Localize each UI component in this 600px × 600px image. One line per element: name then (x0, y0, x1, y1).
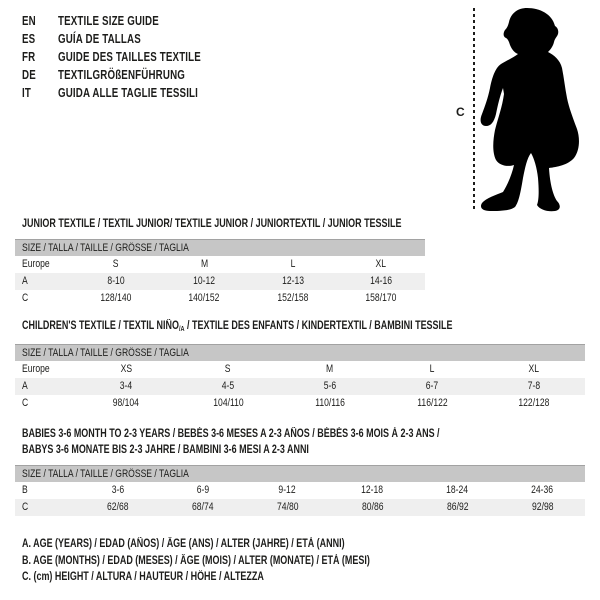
row-label (15, 482, 75, 499)
table-cell-text: 9-12 (278, 484, 297, 496)
section-title (22, 318, 585, 337)
language-label (58, 12, 187, 30)
table-cell (75, 499, 160, 516)
table-cell (337, 256, 425, 273)
table-cell-text: L (429, 362, 435, 375)
table-cell-text: XL (528, 362, 540, 375)
row-label-text: C (22, 396, 29, 409)
table-rows (15, 256, 425, 307)
section-title-text: JUNIOR TEXTILE / TEXTIL JUNIOR/ TEXTILE JUNIOR / JUNIORTEXTIL / JUNIOR TESSILE (22, 218, 402, 230)
table-cell (279, 395, 381, 412)
table-cell (177, 395, 279, 412)
table-cell-text: 4-5 (221, 379, 235, 392)
section-title (22, 216, 425, 232)
table-cell-text: 74/80 (276, 501, 299, 513)
row-label (15, 290, 72, 307)
height-measure-dotted-line (473, 8, 475, 210)
legend (22, 536, 468, 586)
table-cell (337, 273, 425, 290)
row-label-text: C (22, 292, 29, 304)
table-cell (72, 256, 160, 273)
table-cell (72, 290, 160, 307)
language-label-text: GUIDE DES TAILLES TEXTILE (58, 50, 201, 64)
section-title-line (22, 442, 585, 458)
language-row (22, 48, 241, 66)
title-subscript: /A (178, 324, 185, 333)
table-cell-text: XL (375, 258, 387, 270)
table-cell (337, 290, 425, 307)
row-label-text: C (22, 501, 29, 513)
language-header (22, 12, 241, 102)
legend-line (22, 553, 468, 570)
table-row (15, 256, 425, 273)
table-cell-text: 24-36 (531, 484, 554, 496)
table-cell-text: S (113, 258, 119, 270)
table-cell (75, 395, 177, 412)
table-cell (72, 273, 160, 290)
row-label-text: A (22, 379, 28, 392)
table-cell (279, 378, 381, 395)
section-title-line (22, 318, 585, 337)
size-header-text: SIZE / TALLA / TAILLE / GRÖSSE / TAGLIA (22, 468, 189, 480)
table-cell-text: 86/92 (446, 501, 469, 513)
language-label-text: TEXTILGRÖßENFÜHRUNG (58, 68, 186, 82)
language-code-text: FR (22, 50, 36, 64)
table-cell (483, 361, 585, 378)
table-cell-text: 10-12 (193, 275, 216, 287)
language-label (58, 48, 241, 66)
table-cell-text: 68/74 (191, 501, 214, 513)
row-label (15, 273, 72, 290)
table-cell-text: 158/170 (365, 292, 397, 304)
table-row (15, 499, 585, 516)
row-label (15, 378, 75, 395)
table-cell (249, 256, 337, 273)
table-cell-text: L (290, 258, 296, 270)
section-junior-textile (15, 216, 425, 307)
language-label-text: GUIDA ALLE TAGLIE TESSILI (58, 86, 199, 100)
table-cell-text: 92/98 (531, 501, 554, 513)
table-cell (160, 290, 248, 307)
row-label-text: B (22, 484, 28, 496)
section-babies-textile (15, 426, 585, 516)
language-code (22, 48, 58, 66)
table-rows (15, 482, 585, 516)
legend-line (22, 536, 468, 553)
table-cell-text: 7-8 (527, 379, 541, 392)
legend-line-text: A. AGE (YEARS) / EDAD (AÑOS) / ÂGE (ANS) / ALTER (JAHRE) / ETÀ (ANNI) (22, 538, 345, 550)
size-table (15, 344, 585, 412)
table-row (15, 482, 585, 499)
table-cell (160, 273, 248, 290)
row-label-text: Europe (22, 362, 50, 375)
legend-line-text: C. (cm) HEIGHT / ALTURA / HAUTEUR / HÖHE / ALTEZZA (22, 571, 264, 583)
language-row (22, 30, 241, 48)
size-header-text: SIZE / TALLA / TAILLE / GRÖSSE / TAGLIA (22, 346, 189, 359)
table-row (15, 361, 585, 378)
language-code (22, 66, 58, 84)
section-title-text (22, 318, 452, 337)
language-label (58, 30, 164, 48)
table-cell (245, 482, 330, 499)
section-title-text: BABIES 3-6 MONTH TO 2-3 YEARS / BEBÉS 3-6 MESES A 2-3 AÑOS / BÉBÉS 3-6 MOIS À 2-3 ANS / (22, 428, 440, 440)
title-text: CHILDREN'S TEXTILE / TEXTIL NIÑO (22, 320, 179, 332)
table-cell (160, 482, 245, 499)
section-title-line (22, 216, 425, 232)
table-cell-text: 152/158 (277, 292, 309, 304)
table-cell-text: M (326, 362, 334, 375)
language-label (58, 84, 238, 102)
language-row (22, 84, 241, 102)
table-row (15, 290, 425, 307)
height-measure-label: C (456, 105, 465, 119)
table-cell (500, 482, 585, 499)
table-cell (160, 256, 248, 273)
table-cell-text: 128/140 (100, 292, 132, 304)
section-title-line (22, 426, 585, 442)
table-cell (483, 395, 585, 412)
table-cell-text: 140/152 (188, 292, 220, 304)
table-cell-text: 6-7 (425, 379, 439, 392)
table-cell (415, 499, 500, 516)
table-cell-text: 5-6 (323, 379, 337, 392)
table-cell-text: 12-13 (281, 275, 304, 287)
table-cell-text: 14-16 (369, 275, 392, 287)
table-cell (330, 499, 415, 516)
language-code-text: EN (22, 14, 36, 28)
language-code-text: DE (22, 68, 36, 82)
table-cell-text: 116/122 (416, 396, 448, 409)
baby-silhouette-icon (477, 4, 599, 216)
table-cell-text: 62/68 (106, 501, 129, 513)
table-size-header (15, 239, 425, 256)
section-children-textile (15, 318, 585, 412)
table-cell (249, 290, 337, 307)
section-title (22, 426, 585, 458)
table-cell (483, 378, 585, 395)
language-row (22, 12, 241, 30)
table-cell-text: 18-24 (446, 484, 469, 496)
size-table (15, 239, 425, 307)
table-row (15, 378, 585, 395)
table-cell (381, 378, 483, 395)
table-cell-text: 3-4 (119, 379, 133, 392)
table-cell (75, 482, 160, 499)
table-cell-text: M (200, 258, 208, 270)
language-code (22, 30, 58, 48)
language-label (58, 66, 221, 84)
table-cell (177, 361, 279, 378)
row-label (15, 256, 72, 273)
table-cell (245, 499, 330, 516)
row-label (15, 499, 75, 516)
language-code (22, 84, 58, 102)
table-cell-text: XS (120, 362, 132, 375)
table-cell (330, 482, 415, 499)
table-row (15, 395, 585, 412)
language-row (22, 66, 241, 84)
table-cell (500, 499, 585, 516)
table-cell-text: 110/116 (315, 396, 345, 409)
row-label (15, 395, 75, 412)
table-size-header (15, 465, 585, 482)
table-cell-text: S (225, 362, 231, 375)
table-cell-text: 80/86 (361, 501, 384, 513)
table-cell (415, 482, 500, 499)
table-cell-text: 8-10 (107, 275, 125, 287)
language-label-text: GUÍA DE TALLAS (58, 32, 141, 46)
language-code (22, 12, 58, 30)
table-rows (15, 361, 585, 412)
legend-line-text: B. AGE (MONTHS) / EDAD (MESES) / ÂGE (MOIS) / ALTER (MONATE) / ETÀ (MESI) (22, 554, 370, 567)
table-row (15, 273, 425, 290)
table-cell (381, 361, 483, 378)
row-label (15, 361, 75, 378)
row-label-text: A (22, 275, 28, 287)
row-label-text: Europe (22, 258, 50, 270)
language-code-text: ES (22, 32, 36, 46)
language-code-text: IT (22, 86, 31, 100)
table-cell-text: 3-6 (111, 484, 124, 496)
title-text: / TEXTILE DES ENFANTS / KINDERTEXTIL / BAMBINI TESSILE (184, 320, 453, 332)
table-cell (279, 361, 381, 378)
legend-line (22, 569, 468, 586)
size-header-text: SIZE / TALLA / TAILLE / GRÖSSE / TAGLIA (22, 242, 189, 254)
table-cell (160, 499, 245, 516)
table-cell-text: 12-18 (361, 484, 384, 496)
table-cell (177, 378, 279, 395)
size-table (15, 465, 585, 516)
table-cell (75, 378, 177, 395)
table-cell (249, 273, 337, 290)
table-cell (381, 395, 483, 412)
table-cell-text: 6-9 (196, 484, 209, 496)
table-cell-text: 104/110 (212, 396, 244, 409)
table-cell-text: 122/128 (518, 396, 550, 409)
table-cell-text: 98/104 (112, 396, 140, 409)
section-title-text: BABYS 3-6 MONATE BIS 2-3 JAHRE / BAMBINI 3-6 MESI A 2-3 ANNI (22, 444, 309, 456)
table-size-header (15, 344, 585, 361)
language-label-text: TEXTILE SIZE GUIDE (58, 14, 159, 28)
table-cell (75, 361, 177, 378)
